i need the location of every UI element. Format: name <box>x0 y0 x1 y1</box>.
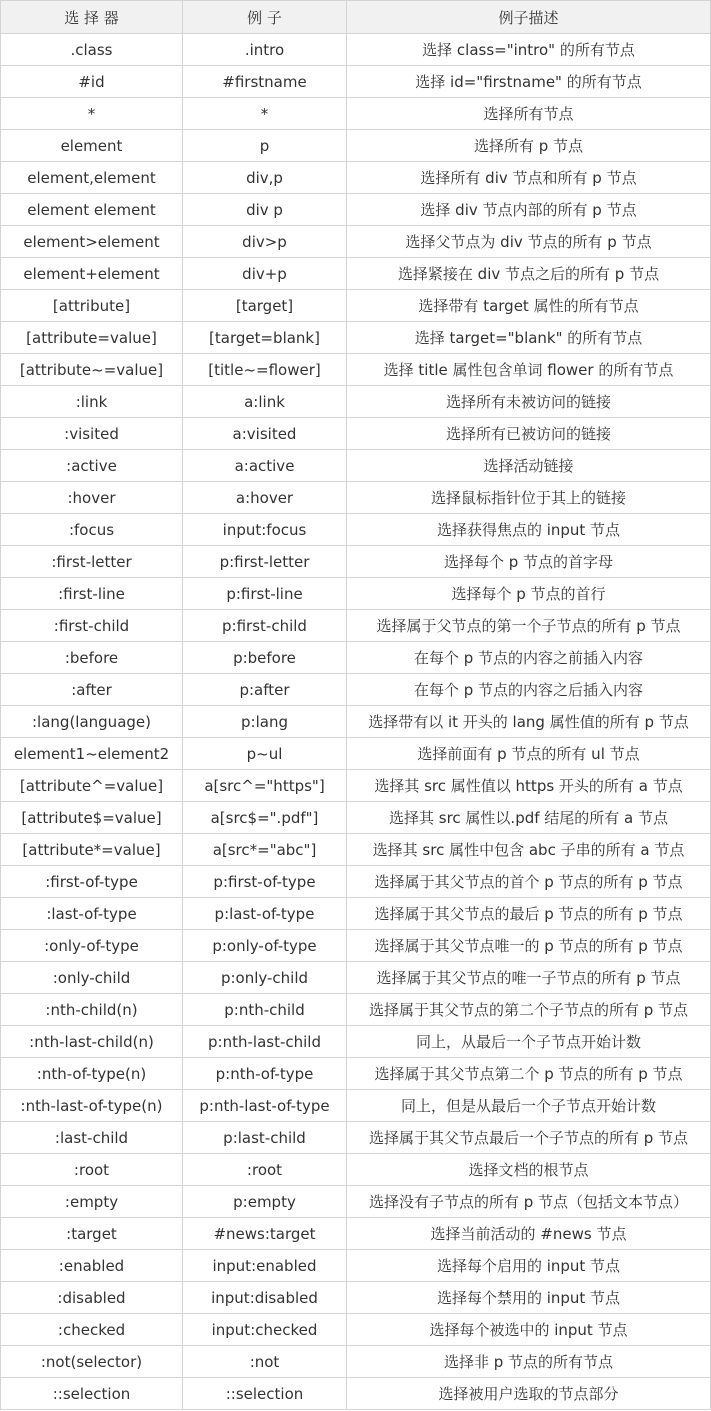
example-cell: div,p <box>183 162 347 194</box>
example-cell: #firstname <box>183 66 347 98</box>
selector-cell: :last-child <box>1 1122 183 1154</box>
description-cell: 选择带有 target 属性的所有节点 <box>347 290 711 322</box>
example-cell: p:first-of-type <box>183 866 347 898</box>
example-cell: input:enabled <box>183 1250 347 1282</box>
selector-cell: element element <box>1 194 183 226</box>
selector-cell: :empty <box>1 1186 183 1218</box>
selector-cell: :not(selector) <box>1 1346 183 1378</box>
table-row <box>1 290 711 322</box>
selector-cell: #id <box>1 66 183 98</box>
selector-cell: * <box>1 98 183 130</box>
selector-cell: .class <box>1 34 183 66</box>
table-row <box>1 354 711 386</box>
description-cell: 选择每个 p 节点的首字母 <box>347 546 711 578</box>
example-cell: p:nth-last-of-type <box>183 1090 347 1122</box>
table-row <box>1 482 711 514</box>
selector-cell: [attribute^=value] <box>1 770 183 802</box>
table-row <box>1 1026 711 1058</box>
description-cell: 选择属于其父节点的第二个子节点的所有 p 节点 <box>347 994 711 1026</box>
example-cell: div>p <box>183 226 347 258</box>
description-cell: 选择当前活动的 #news 节点 <box>347 1218 711 1250</box>
example-cell: p~ul <box>183 738 347 770</box>
example-cell: a[src$=".pdf"] <box>183 802 347 834</box>
example-cell: :not <box>183 1346 347 1378</box>
description-cell: 在每个 p 节点的内容之后插入内容 <box>347 674 711 706</box>
description-cell: 选择活动链接 <box>347 450 711 482</box>
description-cell: 选择 class="intro" 的所有节点 <box>347 34 711 66</box>
selector-cell: :last-of-type <box>1 898 183 930</box>
selector-cell: :lang(language) <box>1 706 183 738</box>
description-cell: 选择带有以 it 开头的 lang 属性值的所有 p 节点 <box>347 706 711 738</box>
description-cell: 选择所有 div 节点和所有 p 节点 <box>347 162 711 194</box>
example-cell: a[src^="https"] <box>183 770 347 802</box>
example-cell: p:lang <box>183 706 347 738</box>
table-row <box>1 930 711 962</box>
table-row <box>1 258 711 290</box>
table-row <box>1 1346 711 1378</box>
table-row <box>1 1378 711 1410</box>
description-cell: 选择属于其父节点的首个 p 节点的所有 p 节点 <box>347 866 711 898</box>
table-row <box>1 226 711 258</box>
selector-cell: [attribute] <box>1 290 183 322</box>
selector-cell: :checked <box>1 1314 183 1346</box>
description-cell: 选择 title 属性包含单词 flower 的所有节点 <box>347 354 711 386</box>
example-cell: p:before <box>183 642 347 674</box>
description-cell: 选择属于其父节点唯一的 p 节点的所有 p 节点 <box>347 930 711 962</box>
description-cell: 选择所有已被访问的链接 <box>347 418 711 450</box>
selector-cell: element1~element2 <box>1 738 183 770</box>
example-cell: input:disabled <box>183 1282 347 1314</box>
description-cell: 选择每个启用的 input 节点 <box>347 1250 711 1282</box>
description-cell: 选择每个禁用的 input 节点 <box>347 1282 711 1314</box>
example-cell: * <box>183 98 347 130</box>
selector-cell: element>element <box>1 226 183 258</box>
table-row <box>1 898 711 930</box>
selector-cell: :link <box>1 386 183 418</box>
example-cell: .intro <box>183 34 347 66</box>
description-cell: 选择属于父节点的第一个子节点的所有 p 节点 <box>347 610 711 642</box>
selector-cell: :only-of-type <box>1 930 183 962</box>
selector-cell: :nth-last-child(n) <box>1 1026 183 1058</box>
description-cell: 选择被用户选取的节点部分 <box>347 1378 711 1410</box>
selector-cell: :target <box>1 1218 183 1250</box>
table-row <box>1 1090 711 1122</box>
description-cell: 选择所有未被访问的链接 <box>347 386 711 418</box>
description-cell: 选择其 src 属性中包含 abc 子串的所有 a 节点 <box>347 834 711 866</box>
example-cell: input:focus <box>183 514 347 546</box>
description-cell: 选择前面有 p 节点的所有 ul 节点 <box>347 738 711 770</box>
selector-cell: :first-letter <box>1 546 183 578</box>
description-cell: 选择获得焦点的 input 节点 <box>347 514 711 546</box>
table-row <box>1 386 711 418</box>
example-cell: a:visited <box>183 418 347 450</box>
table-row <box>1 66 711 98</box>
selector-cell: :hover <box>1 482 183 514</box>
description-cell: 选择所有节点 <box>347 98 711 130</box>
selector-cell: element <box>1 130 183 162</box>
table-row <box>1 1282 711 1314</box>
table-row <box>1 802 711 834</box>
example-cell: p:first-line <box>183 578 347 610</box>
selector-cell: :nth-last-of-type(n) <box>1 1090 183 1122</box>
table-row <box>1 34 711 66</box>
table-row <box>1 98 711 130</box>
example-cell: p:first-child <box>183 610 347 642</box>
selector-cell: [attribute$=value] <box>1 802 183 834</box>
description-cell: 选择每个被选中的 input 节点 <box>347 1314 711 1346</box>
table-row <box>1 642 711 674</box>
example-cell: p:only-of-type <box>183 930 347 962</box>
selector-cell: :root <box>1 1154 183 1186</box>
table-row <box>1 962 711 994</box>
table-header <box>1 1 711 34</box>
description-cell: 选择其 src 属性以.pdf 结尾的所有 a 节点 <box>347 802 711 834</box>
example-cell: :root <box>183 1154 347 1186</box>
table-row <box>1 546 711 578</box>
table-row <box>1 1218 711 1250</box>
column-header-description: 例子描述 <box>347 1 711 34</box>
table-row <box>1 738 711 770</box>
selector-cell: :before <box>1 642 183 674</box>
description-cell: 同上，从最后一个子节点开始计数 <box>347 1026 711 1058</box>
example-cell: p:after <box>183 674 347 706</box>
selector-cell: :only-child <box>1 962 183 994</box>
selector-cell: ::selection <box>1 1378 183 1410</box>
description-cell: 选择每个 p 节点的首行 <box>347 578 711 610</box>
description-cell: 选择属于其父节点第二个 p 节点的所有 p 节点 <box>347 1058 711 1090</box>
table-row <box>1 1122 711 1154</box>
description-cell: 选择父节点为 div 节点的所有 p 节点 <box>347 226 711 258</box>
table-row <box>1 130 711 162</box>
example-cell: a:active <box>183 450 347 482</box>
table-row <box>1 1186 711 1218</box>
description-cell: 选择 div 节点内部的所有 p 节点 <box>347 194 711 226</box>
table-row <box>1 866 711 898</box>
example-cell: div p <box>183 194 347 226</box>
example-cell: #news:target <box>183 1218 347 1250</box>
description-cell: 选择所有 p 节点 <box>347 130 711 162</box>
table-row <box>1 994 711 1026</box>
example-cell: p:nth-child <box>183 994 347 1026</box>
table-row <box>1 1058 711 1090</box>
table-row <box>1 1314 711 1346</box>
selector-cell: :nth-of-type(n) <box>1 1058 183 1090</box>
description-cell: 选择鼠标指针位于其上的链接 <box>347 482 711 514</box>
selector-cell: [attribute~=value] <box>1 354 183 386</box>
description-cell: 选择 id="firstname" 的所有节点 <box>347 66 711 98</box>
example-cell: a:hover <box>183 482 347 514</box>
description-cell: 同上，但是从最后一个子节点开始计数 <box>347 1090 711 1122</box>
description-cell: 选择非 p 节点的所有节点 <box>347 1346 711 1378</box>
selector-cell: :first-of-type <box>1 866 183 898</box>
table-row <box>1 162 711 194</box>
selector-cell: :nth-child(n) <box>1 994 183 1026</box>
table-row <box>1 706 711 738</box>
example-cell: a:link <box>183 386 347 418</box>
table-row <box>1 834 711 866</box>
example-cell: p:nth-of-type <box>183 1058 347 1090</box>
table-row <box>1 674 711 706</box>
table-row <box>1 418 711 450</box>
table-row <box>1 322 711 354</box>
example-cell: [title~=flower] <box>183 354 347 386</box>
column-header-selector: 选 择 器 <box>1 1 183 34</box>
example-cell: ::selection <box>183 1378 347 1410</box>
selector-cell: :first-child <box>1 610 183 642</box>
table-row <box>1 514 711 546</box>
selector-cell: :first-line <box>1 578 183 610</box>
example-cell: input:checked <box>183 1314 347 1346</box>
table-row <box>1 610 711 642</box>
description-cell: 选择 target="blank" 的所有节点 <box>347 322 711 354</box>
table-body <box>1 34 711 1410</box>
selector-cell: [attribute=value] <box>1 322 183 354</box>
selector-cell: :visited <box>1 418 183 450</box>
selector-cell: [attribute*=value] <box>1 834 183 866</box>
table-row <box>1 1154 711 1186</box>
example-cell: p:nth-last-child <box>183 1026 347 1058</box>
description-cell: 选择没有子节点的所有 p 节点（包括文本节点） <box>347 1186 711 1218</box>
selector-cell: :enabled <box>1 1250 183 1282</box>
selector-cell: element+element <box>1 258 183 290</box>
description-cell: 选择其 src 属性值以 https 开头的所有 a 节点 <box>347 770 711 802</box>
table-header-row <box>1 1 711 34</box>
selector-cell: :after <box>1 674 183 706</box>
selector-cell: :disabled <box>1 1282 183 1314</box>
selector-cell: element,element <box>1 162 183 194</box>
description-cell: 在每个 p 节点的内容之前插入内容 <box>347 642 711 674</box>
example-cell: [target=blank] <box>183 322 347 354</box>
example-cell: p:last-child <box>183 1122 347 1154</box>
table-row <box>1 450 711 482</box>
description-cell: 选择属于其父节点的唯一子节点的所有 p 节点 <box>347 962 711 994</box>
column-header-example: 例 子 <box>183 1 347 34</box>
example-cell: a[src*="abc"] <box>183 834 347 866</box>
table-row <box>1 194 711 226</box>
description-cell: 选择紧接在 div 节点之后的所有 p 节点 <box>347 258 711 290</box>
description-cell: 选择文档的根节点 <box>347 1154 711 1186</box>
description-cell: 选择属于其父节点最后一个子节点的所有 p 节点 <box>347 1122 711 1154</box>
example-cell: div+p <box>183 258 347 290</box>
example-cell: p:last-of-type <box>183 898 347 930</box>
example-cell: p:only-child <box>183 962 347 994</box>
example-cell: p:empty <box>183 1186 347 1218</box>
example-cell: p:first-letter <box>183 546 347 578</box>
example-cell: [target] <box>183 290 347 322</box>
selector-cell: :active <box>1 450 183 482</box>
table-row <box>1 770 711 802</box>
selector-cell: :focus <box>1 514 183 546</box>
table-row <box>1 578 711 610</box>
table-row <box>1 1250 711 1282</box>
description-cell: 选择属于其父节点的最后 p 节点的所有 p 节点 <box>347 898 711 930</box>
example-cell: p <box>183 130 347 162</box>
